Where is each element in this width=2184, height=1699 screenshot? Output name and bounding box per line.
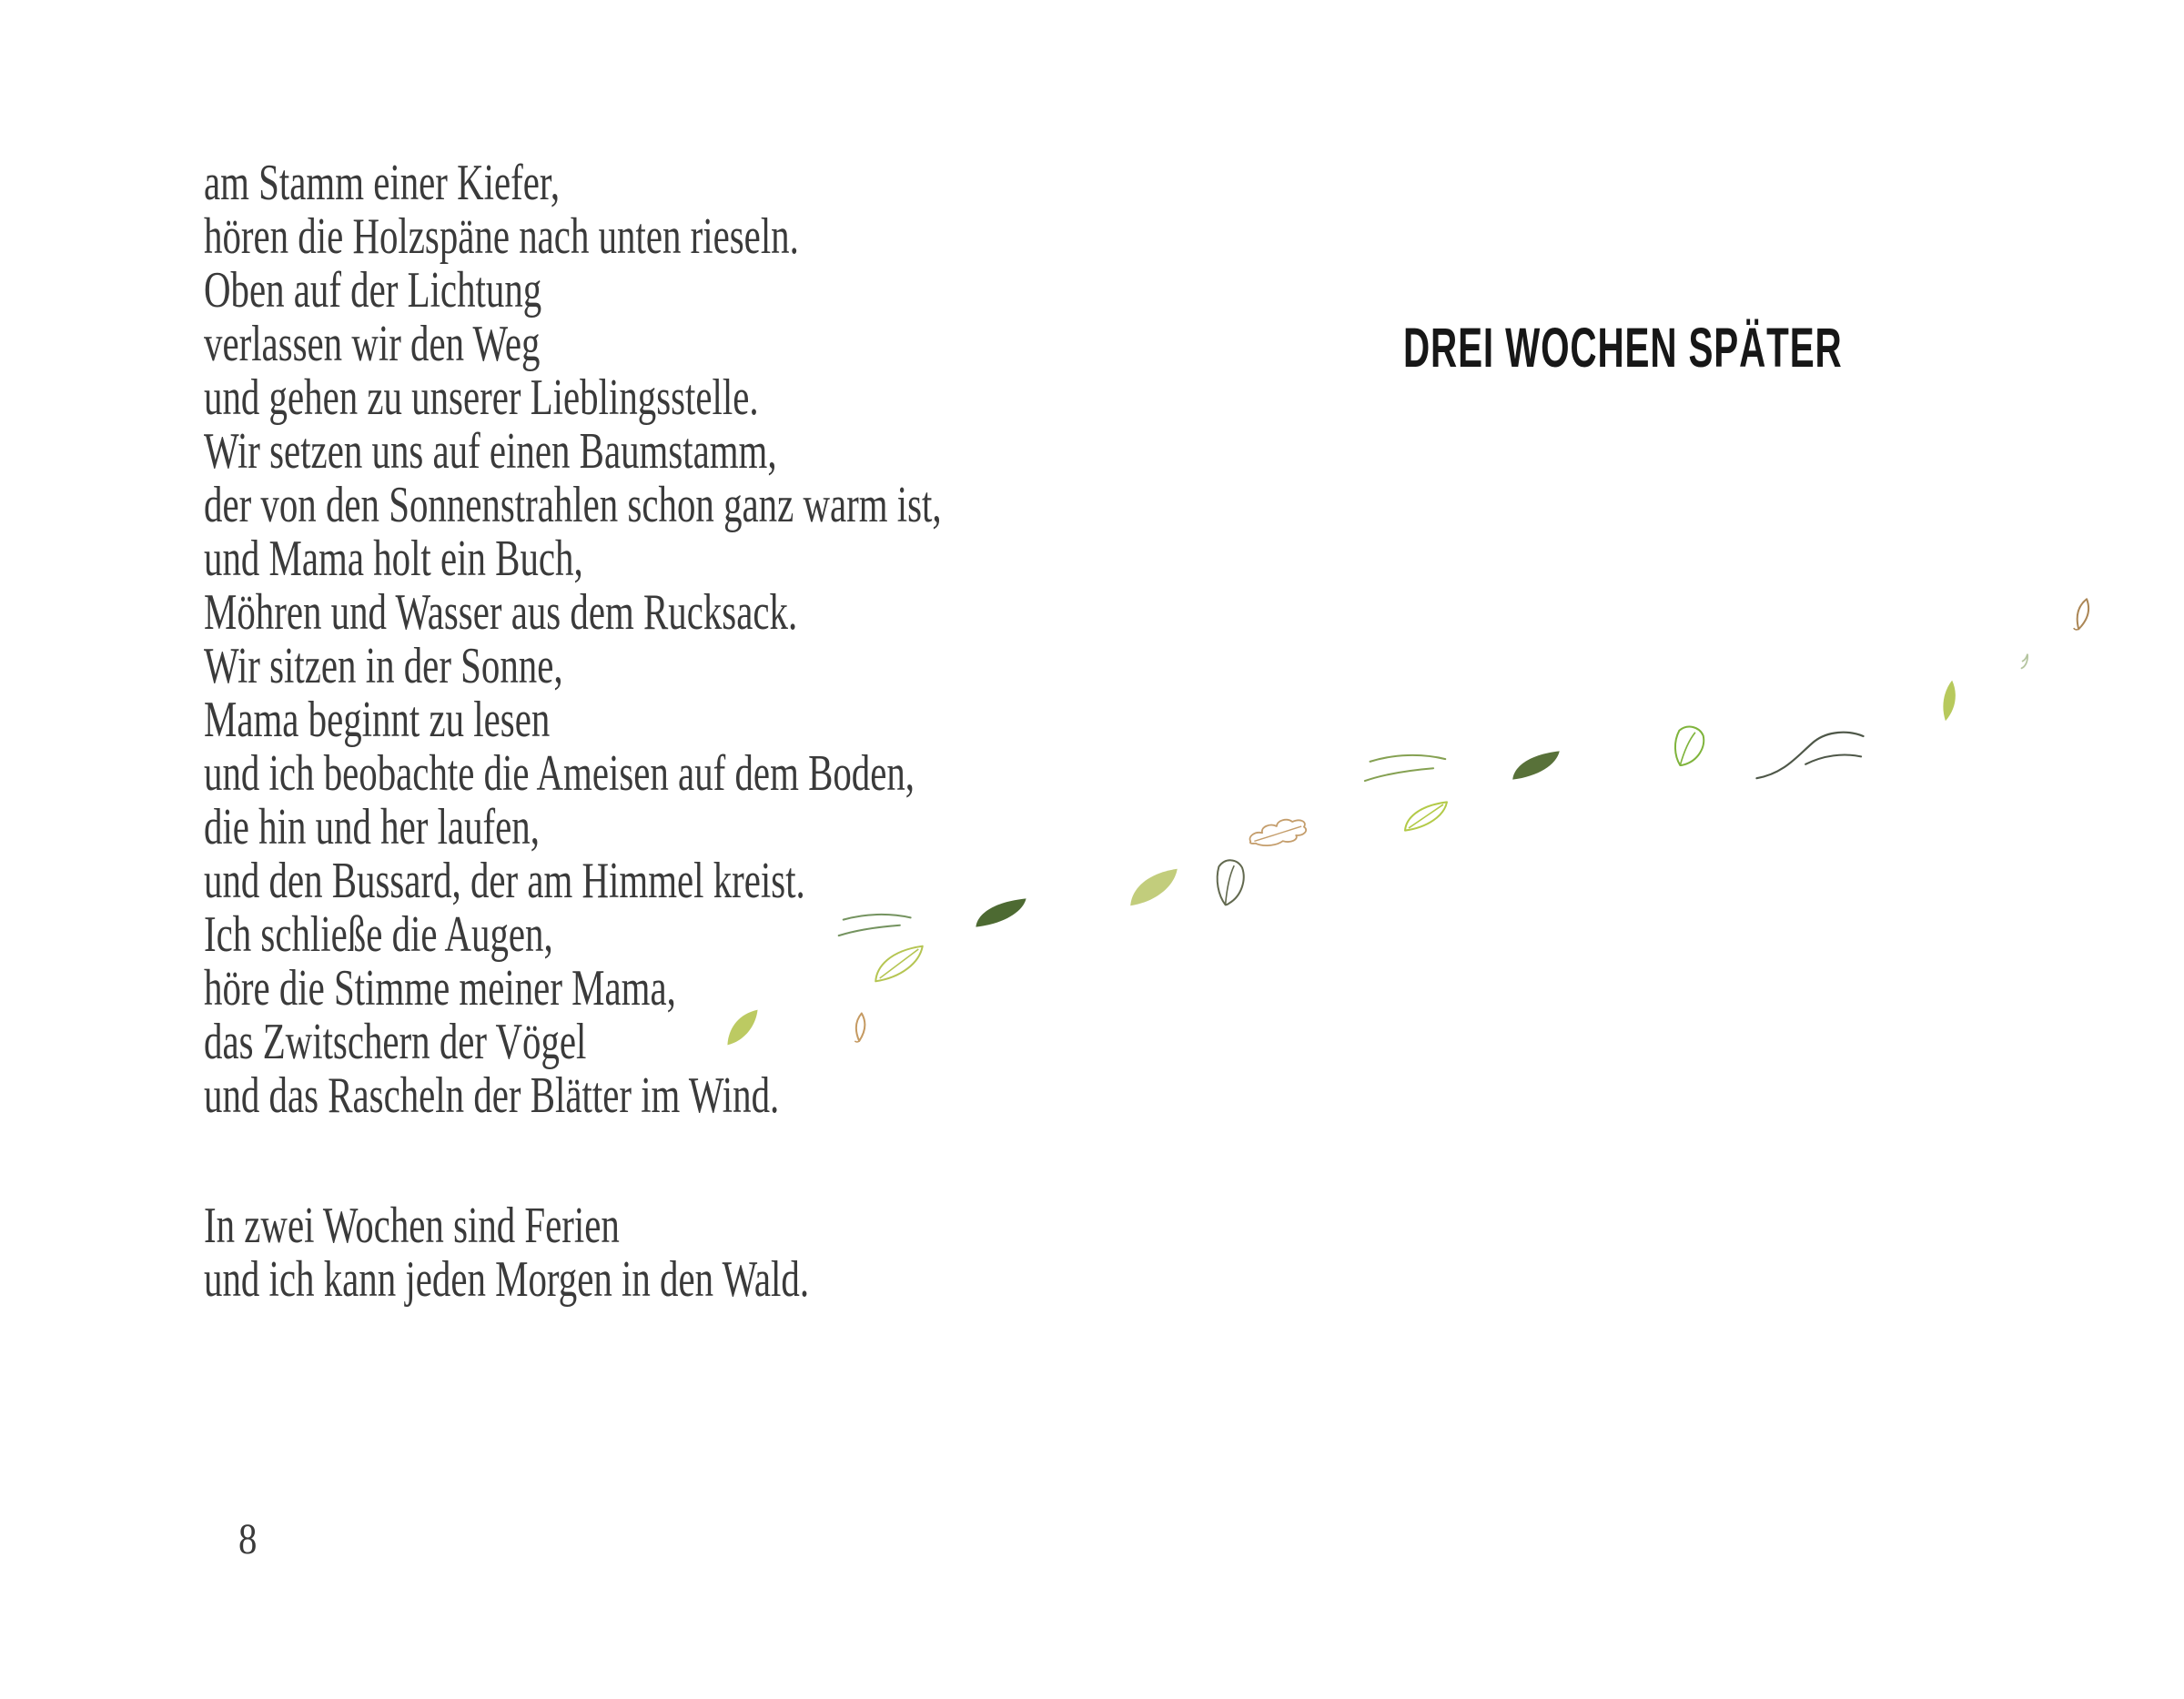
poem-line: und das Rascheln der Blätter im Wind. <box>204 1067 780 1124</box>
poem-text-block <box>204 157 942 1307</box>
poem-line: Ich schließe die Augen, <box>204 906 553 963</box>
poem-line: verlassen wir den Weg <box>204 316 541 372</box>
wind-line-icon <box>1363 750 1449 792</box>
poem-line: die hin und her laufen, <box>204 799 540 855</box>
poem-line: und den Bussard, der am Himmel kreist. <box>204 853 805 909</box>
page-number: 8 <box>238 1515 258 1563</box>
poem-line: In zwei Wochen sind Ferien <box>204 1198 620 1254</box>
leaf-icon <box>1511 750 1562 781</box>
leaf-icon <box>1932 677 1967 724</box>
poem-line: hören die Holzspäne nach unten rieseln. <box>204 208 799 265</box>
poem-line: am Stamm einer Kiefer, <box>204 155 561 211</box>
chapter-heading: DREI WOCHEN SPÄTER <box>1403 316 1843 379</box>
oak-leaf-icon <box>1246 813 1310 856</box>
poem-line: das Zwitschern der Vögel <box>204 1014 587 1070</box>
wind-line-icon <box>1754 717 1866 781</box>
leaf-outline-icon <box>1667 720 1713 772</box>
poem-line: der von den Sonnenstrahlen schon ganz warm ist, <box>204 477 942 533</box>
poem-line: Mama beginnt zu lesen <box>204 692 551 748</box>
leaf-outline-icon <box>1213 855 1249 906</box>
leaf-outline-icon <box>1403 801 1449 832</box>
poem-line: und ich kann jeden Morgen in den Wald. <box>204 1251 810 1308</box>
poem-line: und Mama holt ein Buch, <box>204 531 583 587</box>
poem-line: Wir setzen uns auf einen Baumstamm, <box>204 423 777 480</box>
poem-line: und gehen zu unserer Lieblingsstelle. <box>204 369 759 426</box>
leaf-icon <box>974 897 1028 928</box>
leaf-outline-icon <box>2066 594 2099 634</box>
poem-stanza <box>204 1199 942 1307</box>
poem-line: Wir sitzen in der Sonne, <box>204 638 563 694</box>
poem-line: höre die Stimme meiner Mama, <box>204 960 676 1016</box>
wind-curl-icon <box>2019 648 2036 672</box>
poem-line: und ich beobachte die Ameisen auf dem Boden, <box>204 745 915 802</box>
leaf-icon <box>1128 867 1179 907</box>
poem-line: Möhren und Wasser aus dem Rucksack. <box>204 584 798 641</box>
poem-line: Oben auf der Lichtung <box>204 262 542 319</box>
poem-stanza <box>204 157 942 1123</box>
